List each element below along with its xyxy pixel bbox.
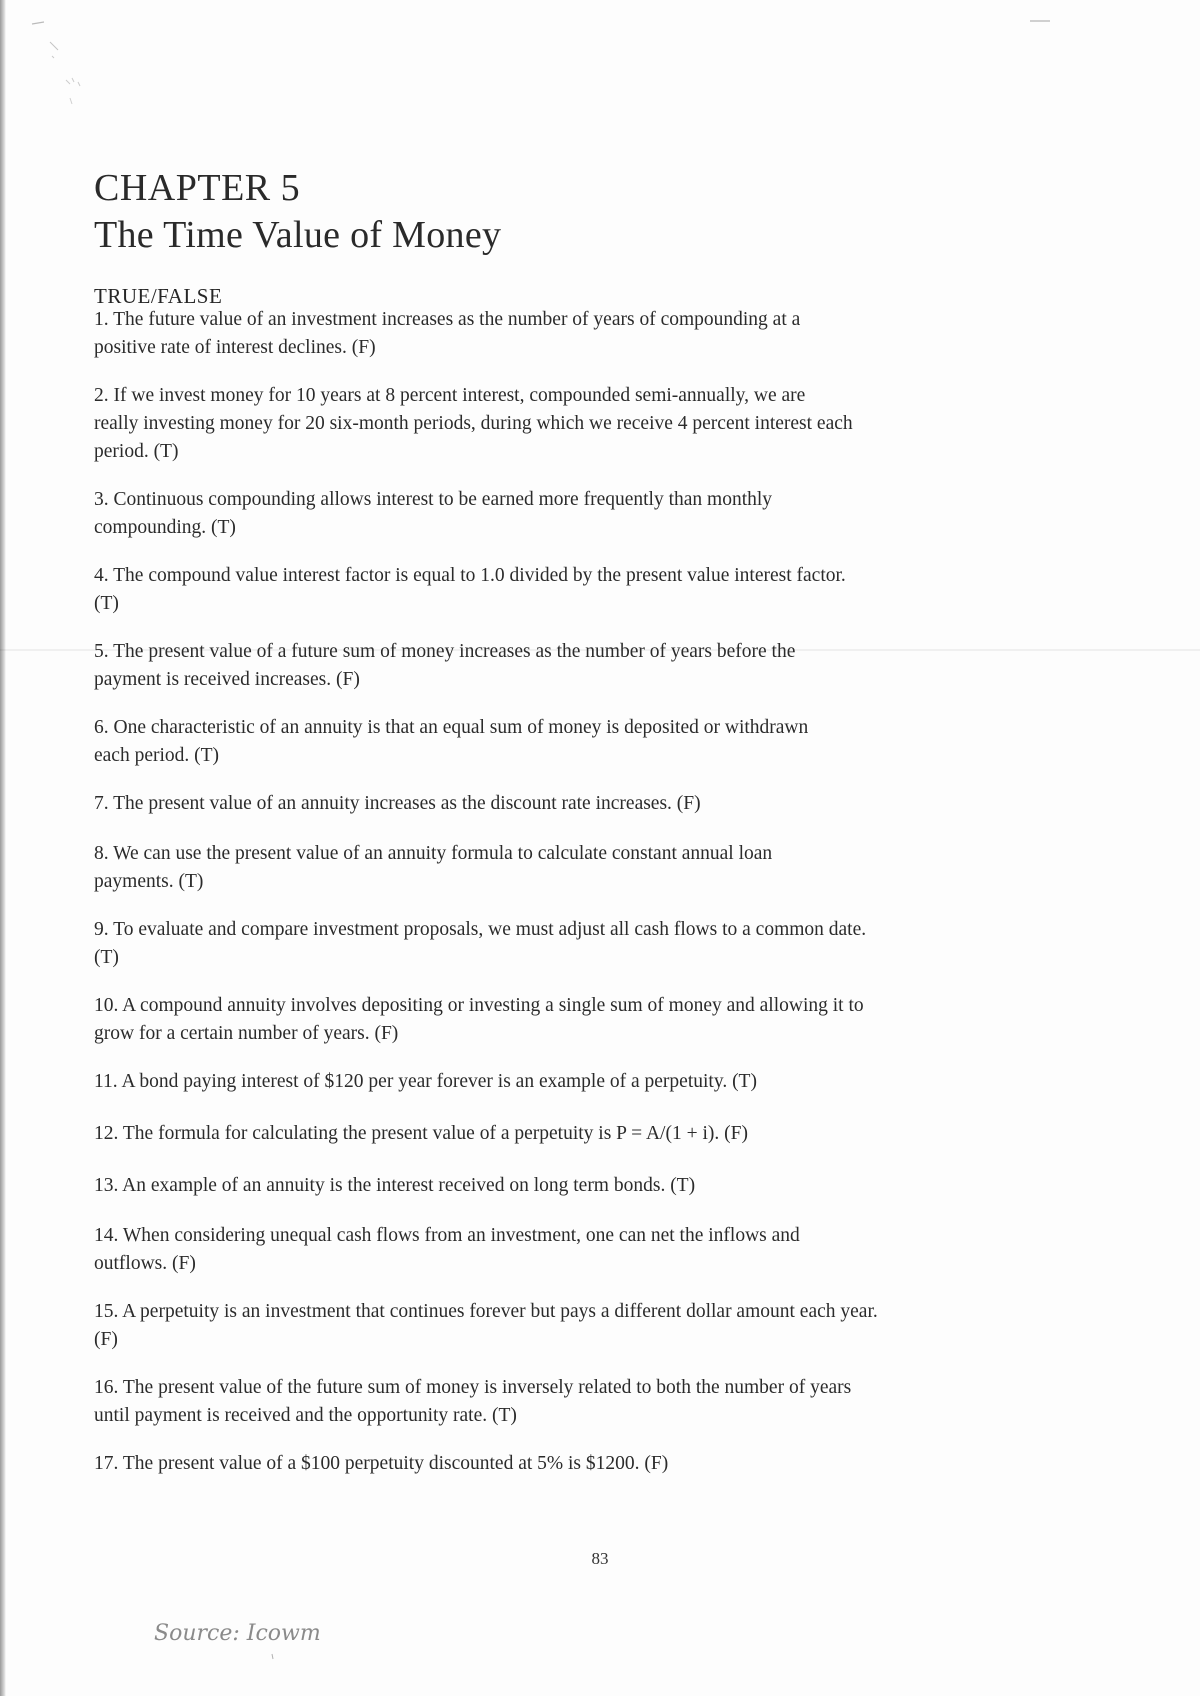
question-line: 11. A bond paying interest of $120 per year forever is an example of a perpetuity. (T) (94, 1071, 757, 1092)
question-line: 4. The compound value interest factor is equal to 1.0 divided by the present value interest factor. (94, 565, 846, 586)
question-item (94, 1068, 1014, 1096)
question-item (94, 1298, 1014, 1354)
question-item (94, 992, 1014, 1048)
question-line: payments. (T) (94, 871, 204, 892)
handwritten-source-note (152, 1610, 352, 1660)
question-item (94, 790, 1014, 818)
question-line: compounding. (T) (94, 517, 236, 538)
question-item (94, 306, 1014, 362)
question-line: 6. One characteristic of an annuity is that an equal sum of money is deposited or withdrawn (94, 717, 809, 738)
question-line: 15. A perpetuity is an investment that continues forever but pays a different dollar amount each year. (94, 1301, 878, 1322)
question-line: 8. We can use the present value of an annuity formula to calculate constant annual loan (94, 843, 773, 864)
question-line: (T) (94, 947, 119, 968)
question-line: outflows. (F) (94, 1253, 196, 1274)
question-item (94, 1222, 1014, 1278)
question-item (94, 382, 1014, 466)
svg-text:Source: Icowm: Source: Icowm (154, 1621, 321, 1646)
question-line: 5. The present value of a future sum of money increases as the number of years before the (94, 641, 796, 662)
question-line: 17. The present value of a $100 perpetuity discounted at 5% is $1200. (F) (94, 1453, 669, 1474)
question-item (94, 840, 1014, 896)
question-line: 16. The present value of the future sum of money is inversely related to both the number of years (94, 1377, 852, 1398)
question-line: grow for a certain number of years. (F) (94, 1023, 399, 1044)
question-item (94, 638, 1014, 694)
question-item (94, 714, 1014, 770)
question-line: until payment is received and the opportunity rate. (T) (94, 1405, 517, 1426)
question-line: 2. If we invest money for 10 years at 8 percent interest, compounded semi-annually, we are (94, 385, 806, 406)
scan-left-edge (0, 0, 6, 1696)
scan-speck-marks (30, 20, 90, 110)
question-line: period. (T) (94, 441, 179, 462)
question-item (94, 1120, 1014, 1148)
question-item (94, 1450, 1014, 1478)
question-item (94, 562, 1014, 618)
question-item (94, 1172, 1014, 1200)
question-item (94, 486, 1014, 542)
question-line: each period. (T) (94, 745, 220, 766)
chapter-title: The Time Value of Money (94, 214, 502, 256)
question-line: payment is received increases. (F) (94, 669, 360, 690)
section-label: TRUE/FALSE (94, 284, 223, 308)
question-line: (F) (94, 1329, 118, 1350)
question-item (94, 1374, 1014, 1430)
scan-mark (1030, 20, 1050, 22)
question-line: 1. The future value of an investment increases as the number of years of compounding at a (94, 309, 801, 330)
question-line: (T) (94, 593, 119, 614)
chapter-heading (94, 166, 994, 260)
question-line: positive rate of interest declines. (F) (94, 337, 376, 358)
chapter-number: CHAPTER 5 (94, 167, 301, 209)
question-line: 12. The formula for calculating the present value of a perpetuity is P = A/(1 + i). (F) (94, 1123, 748, 1144)
question-line: 14. When considering unequal cash flows from an investment, one can net the inflows and (94, 1225, 800, 1246)
question-line: 9. To evaluate and compare investment proposals, we must adjust all cash flows to a common date. (94, 919, 867, 940)
page-number: 83 (591, 1549, 609, 1568)
question-line: 7. The present value of an annuity increases as the discount rate increases. (F) (94, 793, 701, 814)
question-line: really investing money for 20 six-month periods, during which we receive 4 percent interest each (94, 413, 853, 434)
question-line: 10. A compound annuity involves depositing or investing a single sum of money and allowing it to (94, 995, 864, 1016)
question-item (94, 916, 1014, 972)
question-line: 3. Continuous compounding allows interest to be earned more frequently than monthly (94, 489, 773, 510)
question-line: 13. An example of an annuity is the interest received on long term bonds. (T) (94, 1175, 696, 1196)
